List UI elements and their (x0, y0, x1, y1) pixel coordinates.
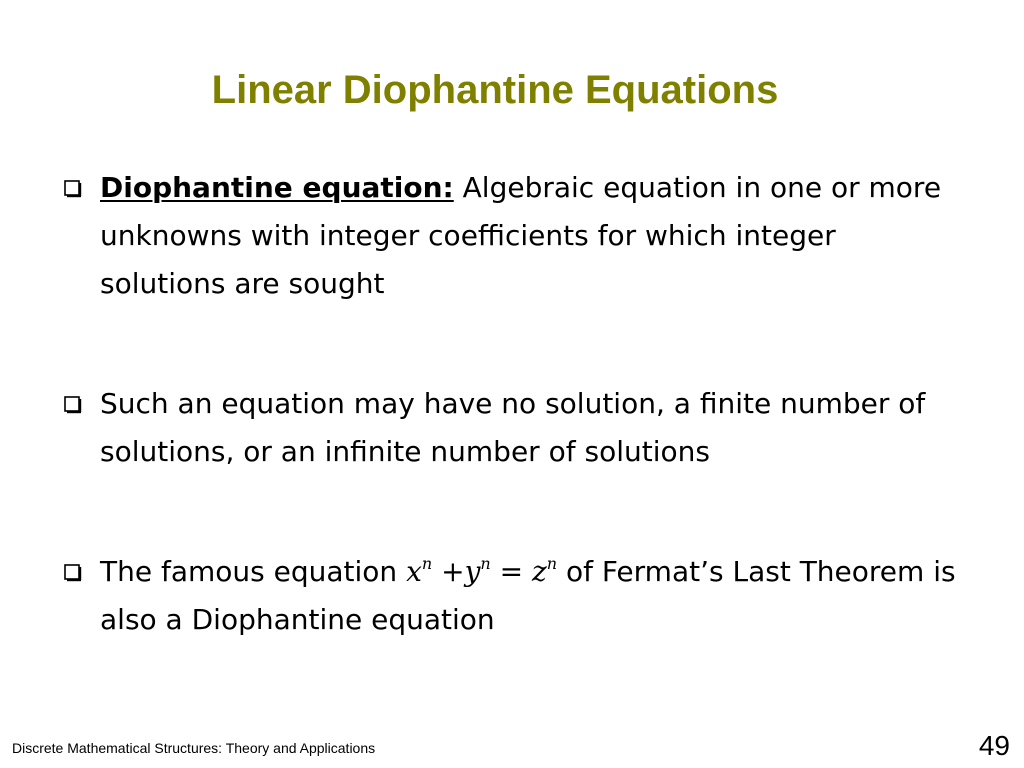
bullet-text: of Fermat’s Last Theorem is also a Diophantine equation (100, 555, 956, 636)
bullet-text: The famous equation (100, 555, 407, 588)
page-number: 49 (978, 730, 1010, 761)
term-label: Diophantine equation: (100, 171, 454, 204)
footer-text: Discrete Mathematical Structures: Theory and Applications (12, 740, 376, 756)
bullet-item (62, 548, 962, 644)
bullet-text: Such an equation may have no solution, a finite number of solutions, or an infinite number of solutions (100, 387, 926, 468)
bullet-list (62, 164, 962, 644)
bullet-text: Algebraic equation in one or more unknowns with integer coefficients for which integer solutions are sought (100, 171, 942, 300)
bullet-item (62, 164, 962, 308)
hollow-square-bullet-icon (64, 178, 84, 198)
hollow-square-bullet-icon (64, 394, 84, 414)
bullet-item (62, 380, 962, 476)
slide-title: Linear Diophantine Equations (211, 68, 779, 112)
fermat-equation: $x^n +y^n = z^n$ (406, 554, 558, 588)
hollow-square-bullet-icon (64, 562, 84, 582)
